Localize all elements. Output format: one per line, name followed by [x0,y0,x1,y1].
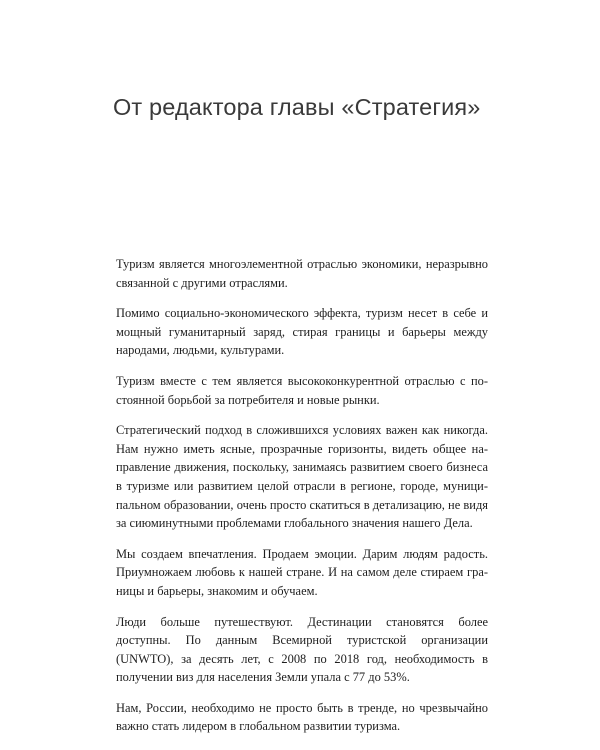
paragraph-russia-leadership: Нам, России, необходимо не просто быть в тренде, но чрезвычайно важно стать лидером в глобальном развитии туризма. [116,700,488,734]
chapter-body [116,255,488,736]
paragraph-competition: Туризм вместе с тем является высококонкурентной отраслью с постоянной борьбой за потребителя и новые рынки. [116,373,488,407]
paragraph-tourism-industry: Туризм является многоэлементной отраслью экономики, неразрывно связанной с другими отраслями. [116,257,488,290]
paragraph-impressions: Мы создаем впечатления. Продаем эмоции. Дарим людям радость. Приумножаем любовь к нашей стране. И на самом деле стираем границы и барьеры, знакомим и обучаем. [116,546,488,598]
chapter-title: От редактора главы «Стратегия» [113,94,481,120]
paragraph-travel-statistics: Люди больше путешествуют. Дестинации становятся более доступны. По данным Всемирной туристской организации (UNWTO), за десять лет, с 2008 по 2018 год, необходимость в получении виз для населения Земли упала с 77 до 53%. [116,614,488,685]
paragraph-humanitarian-effect: Помимо социально-экономического эффекта, туризм несет в себе и мощный гуманитарный заряд, стирая границы и барьеры между народами, людьми, культурами. [116,306,488,358]
paragraph-strategic-approach: Стратегический подход в сложившихся условиях важен как никогда. Нам нужно иметь ясные, прозрачные горизонты, видеть общее направление движения, поскольку, занимаясь развитием своего бизнеса в туризме или развитием целой отрасли в регионе, городе, муниципальном образовании, очень просто скатиться в детализацию, не видя за сиюминутными проблемами глобального значения нашего Дела. [116,423,488,531]
